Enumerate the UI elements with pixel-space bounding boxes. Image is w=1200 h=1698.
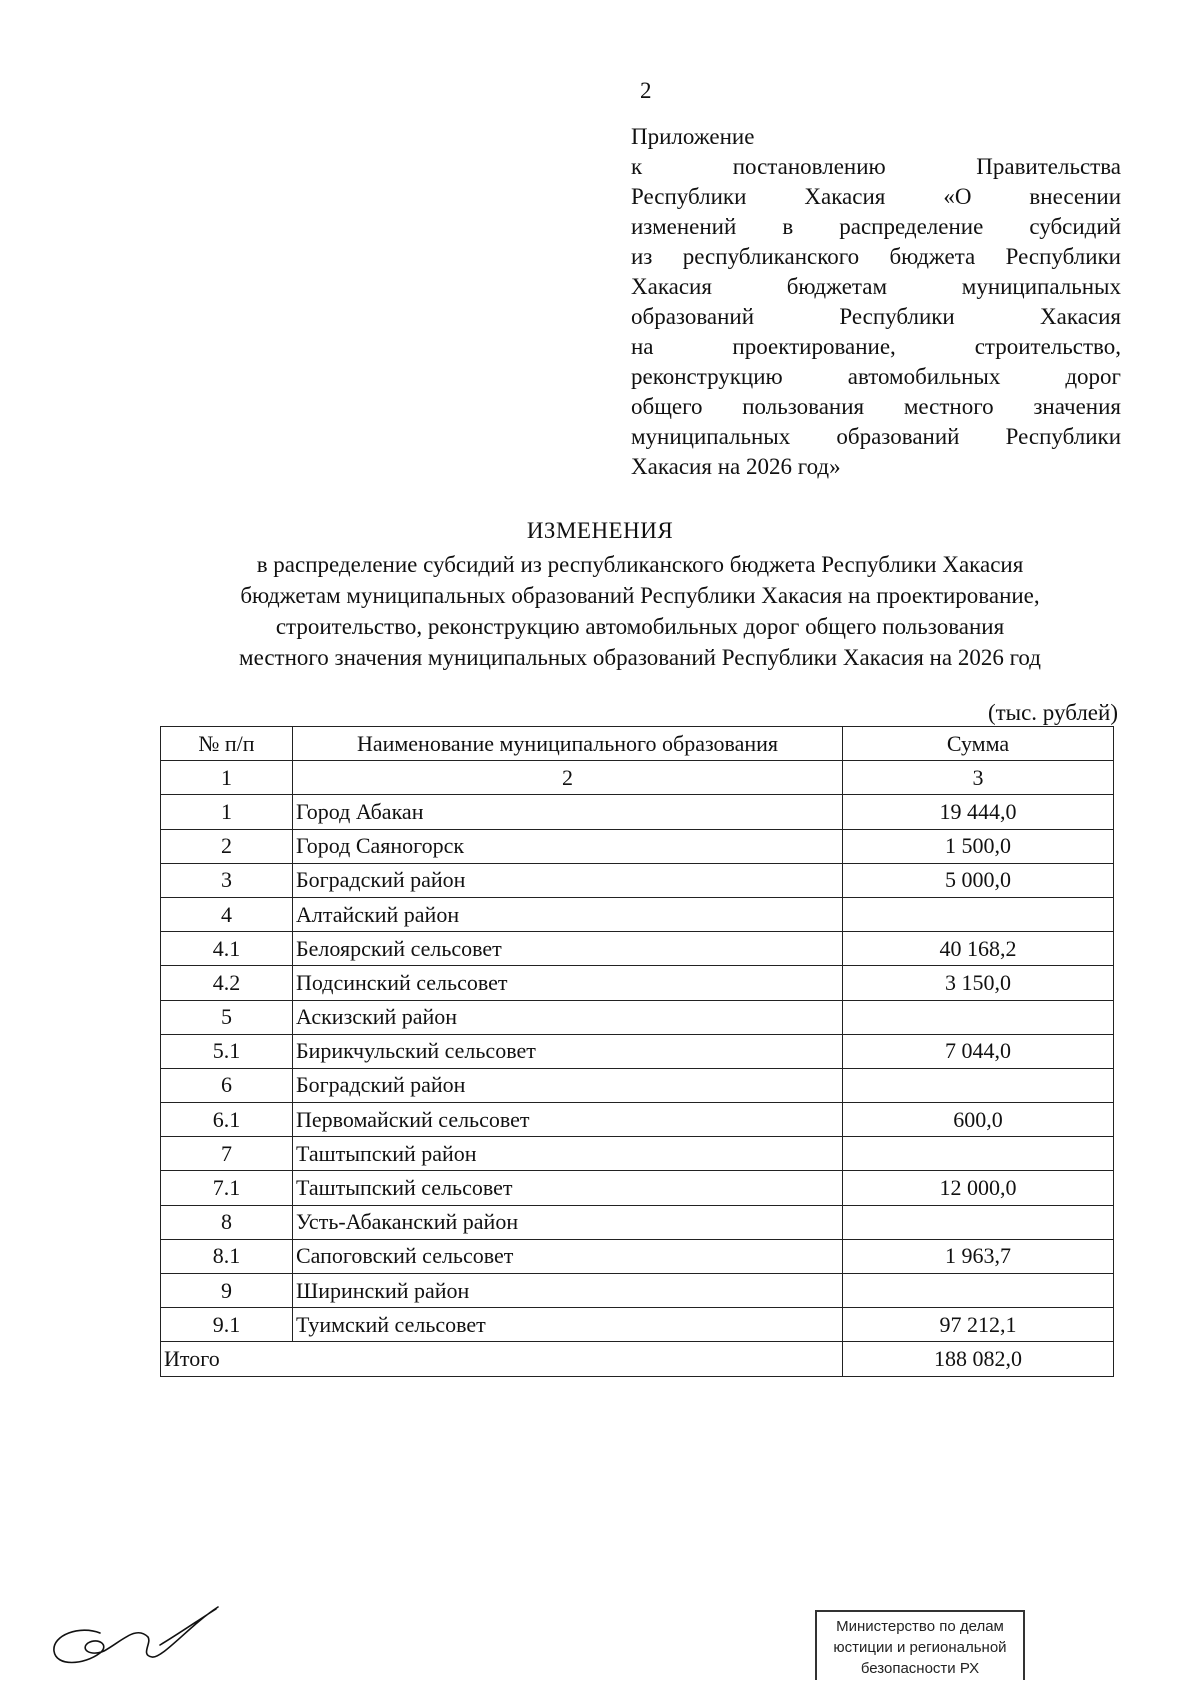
row-name: Подсинский сельсовет: [293, 966, 843, 1000]
appendix-line: изменений в распределение субсидий: [631, 214, 1121, 239]
row-name: Сапоговский сельсовет: [293, 1239, 843, 1273]
appendix-line: образований Республики Хакасия: [631, 304, 1121, 329]
table-row: [161, 966, 1114, 1000]
row-sum: [843, 1205, 1114, 1239]
row-sum: 5 000,0: [843, 863, 1114, 897]
table-row: [161, 897, 1114, 931]
appendix-line: из республиканского бюджета Республики: [631, 244, 1121, 269]
row-number: 4.2: [161, 966, 293, 1000]
table-row: [161, 1103, 1114, 1137]
total-label: Итого: [161, 1342, 843, 1376]
row-sum: [843, 897, 1114, 931]
appendix-line: на проектирование, строительство,: [631, 334, 1121, 359]
subtitle-line: строительство, реконструкцию автомобильных дорог общего пользования: [275, 614, 1005, 639]
table-row: [161, 1239, 1114, 1273]
appendix-line: муниципальных образований Республики: [631, 424, 1121, 449]
row-sum: [843, 1274, 1114, 1308]
document-subtitle: [150, 549, 1130, 673]
registration-stamp: [815, 1610, 1025, 1680]
row-number: 8: [161, 1205, 293, 1239]
appendix-block: [631, 122, 1121, 482]
appendix-line: Хакасия бюджетам муниципальных: [631, 274, 1121, 299]
row-name: Усть-Абаканский район: [293, 1205, 843, 1239]
row-name: Аскизский район: [293, 1000, 843, 1034]
column-index-row: [161, 761, 1114, 795]
table-row: [161, 1205, 1114, 1239]
row-number: 6: [161, 1068, 293, 1102]
row-sum: 3 150,0: [843, 966, 1114, 1000]
total-value: 188 082,0: [843, 1342, 1114, 1376]
subtitle-line: в распределение субсидий из республиканского бюджета Республики Хакасия: [256, 552, 1024, 577]
row-name: Таштыпский район: [293, 1137, 843, 1171]
subtitle-line: бюджетам муниципальных образований Республики Хакасия на проектирование,: [240, 583, 1040, 608]
table-row: [161, 1274, 1114, 1308]
row-number: 7: [161, 1137, 293, 1171]
row-sum: 40 168,2: [843, 932, 1114, 966]
units-label: (тыс. рублей): [987, 700, 1118, 725]
header-sum: Сумма: [843, 727, 1114, 761]
row-number: 4: [161, 897, 293, 931]
table-row: [161, 1308, 1114, 1342]
appendix-title: Приложение: [631, 124, 755, 149]
row-number: 3: [161, 863, 293, 897]
appendix-line: общего пользования местного значения: [631, 394, 1121, 419]
appendix-line: реконструкцию автомобильных дорог: [631, 364, 1121, 389]
row-number: 5.1: [161, 1034, 293, 1068]
row-name: Боградский район: [293, 1068, 843, 1102]
column-index: 2: [293, 761, 843, 795]
subsidy-table: [160, 726, 1114, 1377]
page-number: 2: [640, 78, 652, 103]
row-sum: 97 212,1: [843, 1308, 1114, 1342]
row-sum: 7 044,0: [843, 1034, 1114, 1068]
row-name: Город Абакан: [293, 795, 843, 829]
row-name: Бирикчульский сельсовет: [293, 1034, 843, 1068]
row-name: Белоярский сельсовет: [293, 932, 843, 966]
row-number: 7.1: [161, 1171, 293, 1205]
stamp-line: юстиции и региональной: [833, 1639, 1007, 1656]
column-index: 1: [161, 761, 293, 795]
table-row: [161, 795, 1114, 829]
document-title: ИЗМЕНЕНИЯ: [526, 518, 674, 543]
row-sum: 1 500,0: [843, 829, 1114, 863]
header-number: № п/п: [161, 727, 293, 761]
subtitle-line: местного значения муниципальных образований Республики Хакасия на 2026 год: [239, 645, 1041, 670]
row-name: Боградский район: [293, 863, 843, 897]
table-row: [161, 1137, 1114, 1171]
appendix-line: Хакасия на 2026 год»: [631, 454, 841, 479]
row-number: 1: [161, 795, 293, 829]
stamp-line: безопасности РХ: [860, 1660, 980, 1677]
row-sum: 12 000,0: [843, 1171, 1114, 1205]
table-row: [161, 1171, 1114, 1205]
table-row: [161, 932, 1114, 966]
row-number: 5: [161, 1000, 293, 1034]
table-row: [161, 1000, 1114, 1034]
row-name: Алтайский район: [293, 897, 843, 931]
row-number: 9: [161, 1274, 293, 1308]
row-name: Туимский сельсовет: [293, 1308, 843, 1342]
row-sum: [843, 1137, 1114, 1171]
row-name: Таштыпский сельсовет: [293, 1171, 843, 1205]
row-sum: 600,0: [843, 1103, 1114, 1137]
appendix-line: Республики Хакасия «О внесении: [631, 184, 1121, 209]
row-number: 9.1: [161, 1308, 293, 1342]
table-header-row: [161, 727, 1114, 761]
row-sum: 1 963,7: [843, 1239, 1114, 1273]
row-sum: [843, 1000, 1114, 1034]
row-number: 2: [161, 829, 293, 863]
row-name: Первомайский сельсовет: [293, 1103, 843, 1137]
row-name: Город Саяногорск: [293, 829, 843, 863]
signature-image: [40, 1585, 240, 1685]
table-body: [161, 795, 1114, 1342]
row-name: Ширинский район: [293, 1274, 843, 1308]
row-number: 8.1: [161, 1239, 293, 1273]
column-index: 3: [843, 761, 1114, 795]
header-name: Наименование муниципального образования: [293, 727, 843, 761]
row-sum: [843, 1068, 1114, 1102]
table-row: [161, 863, 1114, 897]
table-row: [161, 1068, 1114, 1102]
stamp-line: Министерство по делам: [836, 1618, 1004, 1635]
table-row: [161, 1034, 1114, 1068]
table-row: [161, 829, 1114, 863]
row-number: 6.1: [161, 1103, 293, 1137]
row-number: 4.1: [161, 932, 293, 966]
row-sum: 19 444,0: [843, 795, 1114, 829]
total-row: [161, 1342, 1114, 1376]
appendix-line: к постановлению Правительства: [631, 154, 1121, 179]
